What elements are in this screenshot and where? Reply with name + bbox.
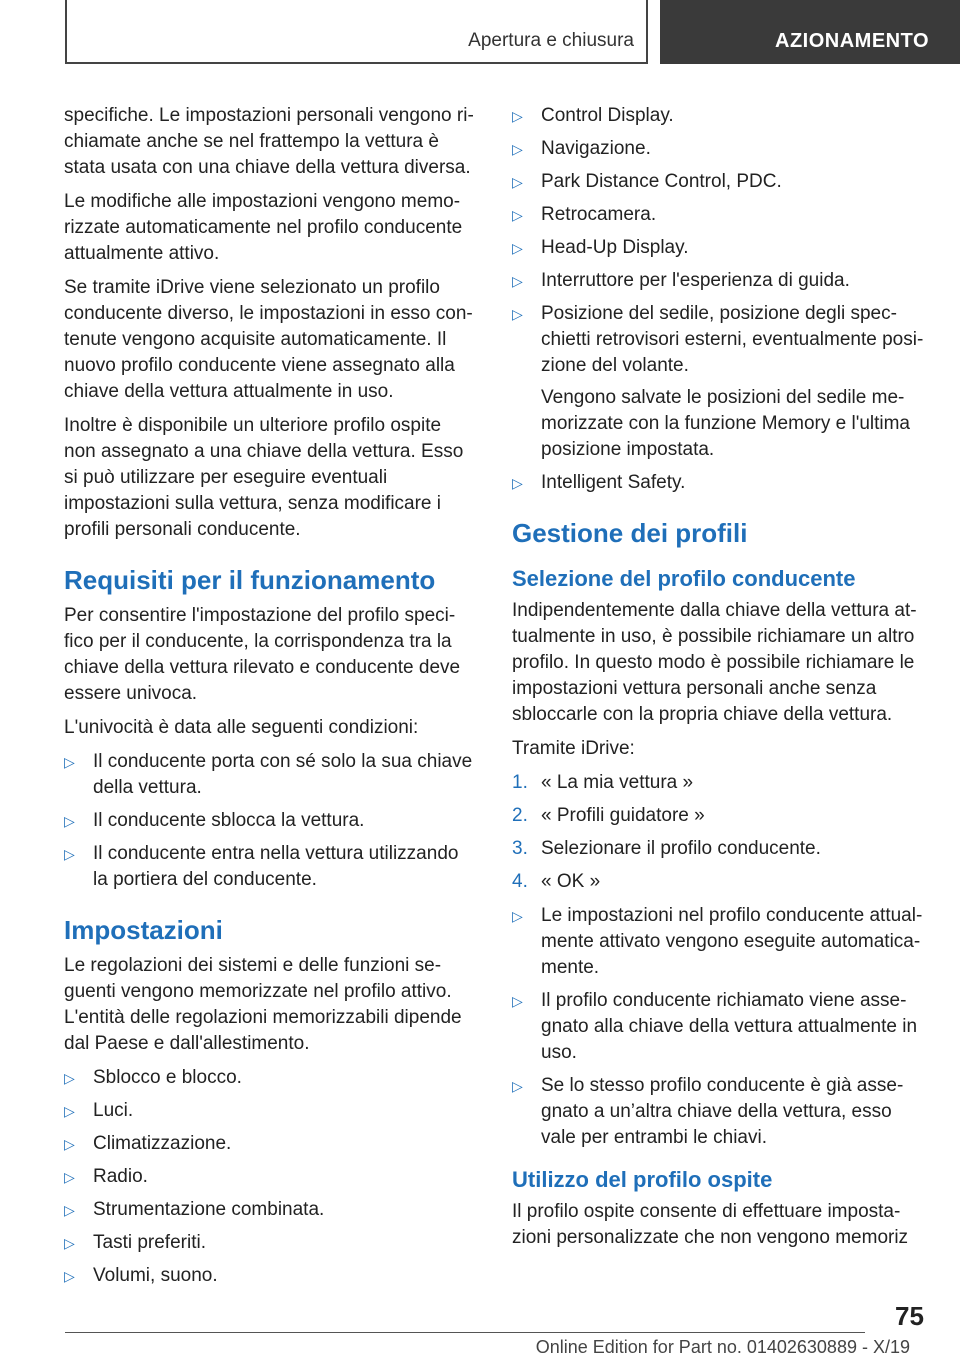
list-item: ▷ Head-Up Display. [512,235,926,261]
heading-selezione: Selezione del profilo conducente [512,566,856,591]
triangle-bullet-icon: ▷ [64,846,75,862]
list-item: ▷ Il conducente sblocca la vettura. [64,808,478,834]
triangle-bullet-icon: ▷ [64,813,75,829]
triangle-bullet-icon: ▷ [512,174,523,190]
chapter-tab: AZIONAMENTO [660,0,960,64]
footer-divider [65,1332,865,1333]
triangle-bullet-icon: ▷ [512,207,523,223]
list-item: ▷ Il conducente porta con sé solo la sua chiave della vettura. [64,751,473,798]
triangle-bullet-icon: ▷ [64,1268,75,1284]
list-item: ▷ Retrocamera. [512,202,926,228]
settings-list-continued [512,103,926,496]
heading-gestione: Gestione dei profili [512,518,748,548]
triangle-bullet-icon: ▷ [512,993,523,1009]
results-list [512,903,926,1151]
triangle-bullet-icon: ▷ [512,141,523,157]
paragraph: Indipendentemente dalla chiave della vettura attualmente in uso, è possibile richiamare un altro profilo. In questo modo è possibile richiamare le impostazioni vettura personali anche senza sbloccarle con la propria chiave della vettura. [512,600,917,725]
step-item: 1. « La mia vettura » [512,772,694,793]
triangle-bullet-icon: ▷ [512,108,523,124]
triangle-bullet-icon: ▷ [64,1136,75,1152]
heading-impostazioni: Impostazioni [64,915,223,945]
triangle-bullet-icon: ▷ [512,240,523,256]
step-item: 3. Selezionare il profilo conducente. [512,838,821,859]
right-column [512,103,926,1259]
paragraph: Per consentire l'impostazione del profilo specifico per il conducente, la corrispondenza tra la chiave della vettura rilevato e conducente deve essere univoca. [64,605,461,704]
triangle-bullet-icon: ▷ [512,306,523,322]
settings-list [64,1065,478,1289]
conditions-list [64,749,478,893]
heading-ospite: Utilizzo del profilo ospite [512,1167,773,1192]
triangle-bullet-icon: ▷ [64,1070,75,1086]
paragraph: Tramite iDrive: [512,738,635,759]
list-item: ▷ Intelligent Safety. [512,470,926,496]
list-item: ▷ Radio. [64,1164,478,1190]
list-item: ▷ Sblocco e blocco. [64,1065,478,1091]
list-item: ▷ Interruttore per l'esperienza di guida. [512,268,926,294]
triangle-bullet-icon: ▷ [64,1235,75,1251]
list-item: ▷ Control Display. [512,103,926,129]
triangle-bullet-icon: ▷ [512,273,523,289]
triangle-bullet-icon: ▷ [512,475,523,491]
triangle-bullet-icon: ▷ [64,1169,75,1185]
paragraph: Se tramite iDrive viene selezionato un profilo conducente diverso, le impostazioni in esso contenute vengono acquisite automaticamente. Il nuovo profilo conducente viene assegnato alla chiave della vettura attualmente in uso. [64,277,473,402]
triangle-bullet-icon: ▷ [512,908,523,924]
list-item: ▷ Navigazione. [512,136,926,162]
left-column [64,103,478,1297]
paragraph: L'univocità è data alle seguenti condizioni: [64,717,419,738]
list-item: ▷ Luci. [64,1098,478,1124]
triangle-bullet-icon: ▷ [512,1078,523,1094]
paragraph: Le modifiche alle impostazioni vengono memorizzate automaticamente nel profilo conducente attualmente attivo. [64,191,463,264]
page-number: 75 [895,1301,924,1331]
paragraph: Le regolazioni dei sistemi e delle funzioni seguenti vengono memorizzate nel profilo attivo. L'entità delle regolazioni memorizzabili dipende dal Paese e dall'allestimento. [64,955,462,1054]
list-item: ▷ Se lo stesso profilo conducente è già assegnato a un’altra chiave della vettura, esso vale per entrambi le chiavi. [512,1075,904,1148]
list-item: ▷ Il profilo conducente richiamato viene assegnato alla chiave della vettura attualmente in uso. [512,990,918,1063]
footer-edition: Online Edition for Part no. 01402630889 - X/19 [535,1337,910,1357]
paragraph: Il profilo ospite consente di effettuare impostazioni personalizzate che non vengono memoriz [512,1201,909,1248]
list-item: ▷ Volumi, suono. [64,1263,478,1289]
section-title: Apertura e chiusura [468,30,634,51]
step-item: 4. « OK » [512,871,601,892]
list-item: ▷ Strumentazione combinata. [64,1197,478,1223]
paragraph: Inoltre è disponibile un ulteriore profilo ospite non assegnato a una chiave della vettura. Esso si può utilizzare per eseguire eventuali impostazioni sulla vettura, senza modificare i profili personali conducente. [64,415,464,540]
triangle-bullet-icon: ▷ [64,1202,75,1218]
list-item: ▷ Il conducente entra nella vettura utilizzando la portiera del conducente. [64,843,459,890]
list-item: ▷ Climatizzazione. [64,1131,478,1157]
list-item-note: Vengono salvate le posizioni del sedile memorizzate con la funzione Memory e l'ultima posizione impostata. [541,387,910,460]
list-item: ▷ Tasti preferiti. [64,1230,478,1256]
list-item: ▷ Park Distance Control, PDC. [512,169,926,195]
paragraph: specifiche. Le impostazioni personali vengono richiamate anche se nel frattempo la vettura è stata usata con una chiave della vettura diversa. [64,105,474,178]
heading-requisiti: Requisiti per il funzionamento [64,565,436,595]
steps-list [512,770,926,895]
step-item: 2. « Profili guidatore » [512,805,705,826]
list-item: ▷ Posizione del sedile, posizione degli specchietti retrovisori esterni, eventualmente posizione del volante. Vengono salvate le posizioni del sedile memorizzate con la funzione Memory e l'ultima posizione impostata. [512,301,926,463]
list-item: ▷ Le impostazioni nel profilo conducente attualmente attivato vengono eseguite automaticamente. [512,905,923,978]
triangle-bullet-icon: ▷ [64,754,75,770]
triangle-bullet-icon: ▷ [64,1103,75,1119]
